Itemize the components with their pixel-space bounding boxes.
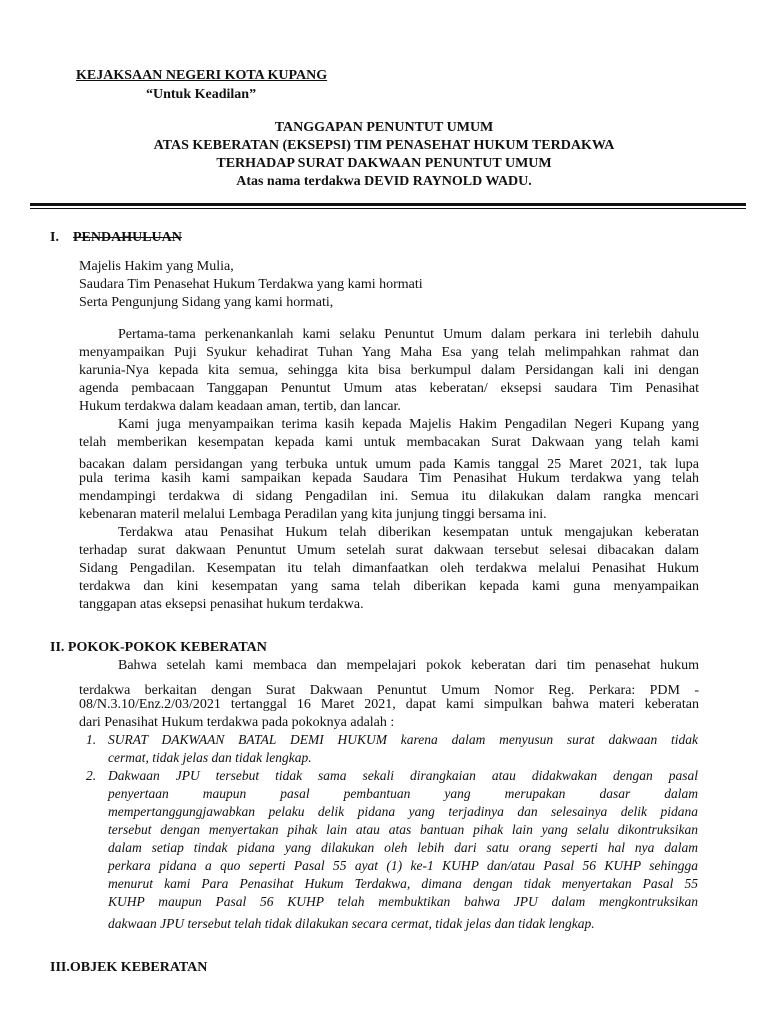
paragraph-line: Hukum terdakwa dalam keadaan aman, tertib, dan lancar. [79, 399, 401, 414]
paragraph-line: Bahwa setelah kami membaca dan mempelajari pokok keberatan dari tim penasehat hukum [118, 658, 699, 673]
paragraph-line: telah memberikan kesempatan kepada kami untuk membacakan Surat Dakwaan yang telah kami [79, 435, 699, 450]
list-number: 1. [86, 732, 97, 747]
list-item-line: cermat, tidak jelas dan tidak lengkap. [108, 750, 312, 765]
list-item-line: SURAT DAKWAAN BATAL DEMI HUKUM karena dalam menyusun surat dakwaan tidak [108, 732, 698, 747]
section-3-heading: III.OBJEK KEBERATAN [50, 960, 208, 975]
paragraph-line: Kami juga menyampaikan terima kasih kepada Majelis Hakim Pengadilan Negeri Kupang yang [118, 417, 699, 432]
section-2-heading: II. POKOK-POKOK KEBERATAN [50, 640, 267, 655]
greeting-2: Saudara Tim Penasehat Hukum Terdakwa yang kami hormati [79, 277, 423, 292]
title-divider [30, 203, 746, 206]
paragraph-line: tanggapan atas eksepsi penasihat hukum terdakwa. [79, 597, 364, 612]
paragraph-line: pula terima kasih kami sampaikan kepada Saudara Tim Penasihat Hukum terdakwa yang telah [79, 471, 699, 486]
paragraph-line: terdakwa berkaitan dengan Surat Dakwaan Penuntut Umum Nomor Reg. Perkara: PDM - [79, 683, 699, 698]
list-item-line: perkara pidana a quo seperti Pasal 55 ayat (1) ke-1 KUHP dan/atau Pasal 56 KUHP sehingga [108, 858, 698, 873]
title-divider-thin [30, 208, 746, 209]
greeting-1: Majelis Hakim yang Mulia, [79, 259, 234, 274]
list-item-line: penyertaan maupun pasal pembantuan yang merupakan dasar dalam [108, 786, 698, 801]
paragraph-line: karunia-Nya kepada kita semua, sehingga kita bisa berkumpul dalam Persidangan kali ini dengan [79, 363, 699, 378]
section-1-number: I. [50, 230, 59, 245]
paragraph-line: Pertama-tama perkenankanlah kami selaku Penuntut Umum dalam perkara ini terlebih dahulu [118, 327, 699, 342]
title-line-4: Atas nama terdakwa DEVID RAYNOLD WADU. [236, 174, 532, 189]
paragraph-line: menyampaikan Puji Syukur kehadirat Tuhan Yang Maha Esa yang telah melimpahkan rahmat dan [79, 345, 699, 360]
paragraph-line: bacakan dalam persidangan yang terbuka untuk umum pada Kamis tanggal 25 Maret 2021, tak lupa [79, 457, 699, 472]
paragraph-line: dari Penasihat Hukum terdakwa pada pokoknya adalah : [79, 715, 395, 730]
list-item-line: dalam setiap tindak pidana yang dilakukan oleh lebih dari satu orang seperti hal nya dalam [108, 840, 698, 855]
list-item-line: KUHP maupun Pasal 56 KUHP telah membuktikan bahwa JPU dalam mengkontruksikan [108, 894, 698, 909]
title-line-3: TERHADAP SURAT DAKWAAN PENUNTUT UMUM [216, 156, 552, 171]
list-item-line: menurut kami Para Penasihat Hukum Terdakwa, dimana dengan tidak menyertakan Pasal 55 [108, 876, 698, 891]
list-number: 2. [86, 768, 97, 783]
paragraph-line: Sidang Pengadilan. Kesempatan itu telah dimanfaatkan oleh terdakwa melalui Penasihat Hukum [79, 561, 699, 576]
list-item-line: mempertanggungjawabkan pelaku delik pidana yang terjadinya dan selesainya delik pidana [108, 804, 698, 819]
title-line-1: TANGGAPAN PENUNTUT UMUM [274, 120, 494, 135]
list-item-line: Dakwaan JPU tersebut tidak sama sekali dirangkaian atau didakwakan dengan pasal [108, 768, 698, 783]
section-1-heading: PENDAHULUAN [73, 230, 182, 245]
paragraph-line: 08/N.3.10/Enz.2/03/2021 tertanggal 16 Maret 2021, dapat kami simpulkan bahwa materi keberatan [79, 697, 699, 712]
paragraph-line: Terdakwa atau Penasihat Hukum telah diberikan kesempatan untuk mengajukan keberatan [118, 525, 699, 540]
institution-name: KEJAKSAAN NEGERI KOTA KUPANG [76, 68, 328, 83]
paragraph-line: mendampingi terdakwa di sidang Pengadilan ini. Semua itu dilakukan dalam rangka mencari [79, 489, 699, 504]
paragraph-line: terdakwa dan kini kesempatan yang sama telah diberikan kepada kami guna menyampaikan [79, 579, 699, 594]
paragraph-line: kebenaran materil melalui Lembaga Peradilan yang kita junjung tinggi bersama ini. [79, 507, 547, 522]
list-item-line: dakwaan JPU tersebut telah tidak dilakukan secara cermat, tidak jelas dan tidak lengkap. [108, 916, 595, 931]
motto: “Untuk Keadilan” [146, 87, 257, 102]
paragraph-line: agenda pembacaan Tanggapan Penuntut Umum atas keberatan/ eksepsi saudara Tim Penasihat [79, 381, 699, 396]
paragraph-line: terhadap surat dakwaan Penuntut Umum setelah surat dakwaan tersebut selesai dibacakan dalam [79, 543, 699, 558]
greeting-3: Serta Pengunjung Sidang yang kami hormati, [79, 295, 334, 310]
list-item-line: tersebut dengan menyertakan pihak lain atau atas bantuan pihak lain yang selalu dikontruksikan [108, 822, 698, 837]
title-line-2: ATAS KEBERATAN (EKSEPSI) TIM PENASEHAT HUKUM TERDAKWA [153, 138, 615, 153]
